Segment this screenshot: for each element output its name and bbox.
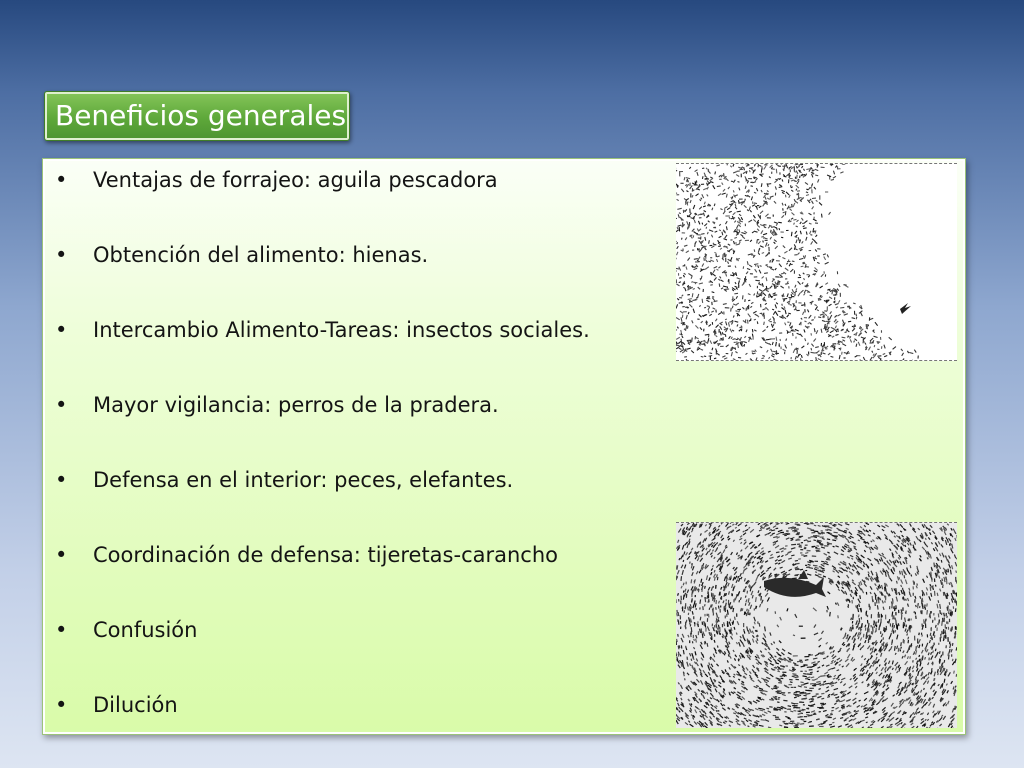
list-item [55,166,590,241]
bullet-icon: • [55,468,68,492]
bullet-text: Mayor vigilancia: perros de la pradera. [93,393,499,417]
slide-title: Beneficios generales [44,91,350,141]
fish-school-osprey-image [676,163,957,361]
bullet-text: Intercambio Alimento-Tareas: insectos sociales. [93,318,590,342]
list-item [55,241,590,316]
bullet-icon: • [55,393,68,417]
bullet-icon: • [55,618,68,642]
fish-school-predator-image [676,522,957,728]
fish-school-with-predator-fish-icon [676,523,957,728]
bullet-text: Defensa en el interior: peces, elefantes. [93,468,514,492]
list-item [55,541,590,616]
list-item [55,691,590,766]
bullet-icon: • [55,168,68,192]
bullet-list [55,166,590,766]
list-item [55,466,590,541]
list-item [55,391,590,466]
bullet-icon: • [55,543,68,567]
fish-school-with-osprey-icon [676,164,957,360]
list-item [55,616,590,691]
bullet-text: Dilución [93,693,178,717]
bullet-text: Coordinación de defensa: tijeretas-carancho [93,543,559,567]
bullet-icon: • [55,693,68,717]
bullet-icon: • [55,243,68,267]
bullet-icon: • [55,318,68,342]
bullet-text: Obtención del alimento: hienas. [93,243,429,267]
content-panel [42,158,966,735]
bullet-text: Ventajas de forrajeo: aguila pescadora [93,168,498,192]
list-item [55,316,590,391]
bullet-text: Confusión [93,618,198,642]
